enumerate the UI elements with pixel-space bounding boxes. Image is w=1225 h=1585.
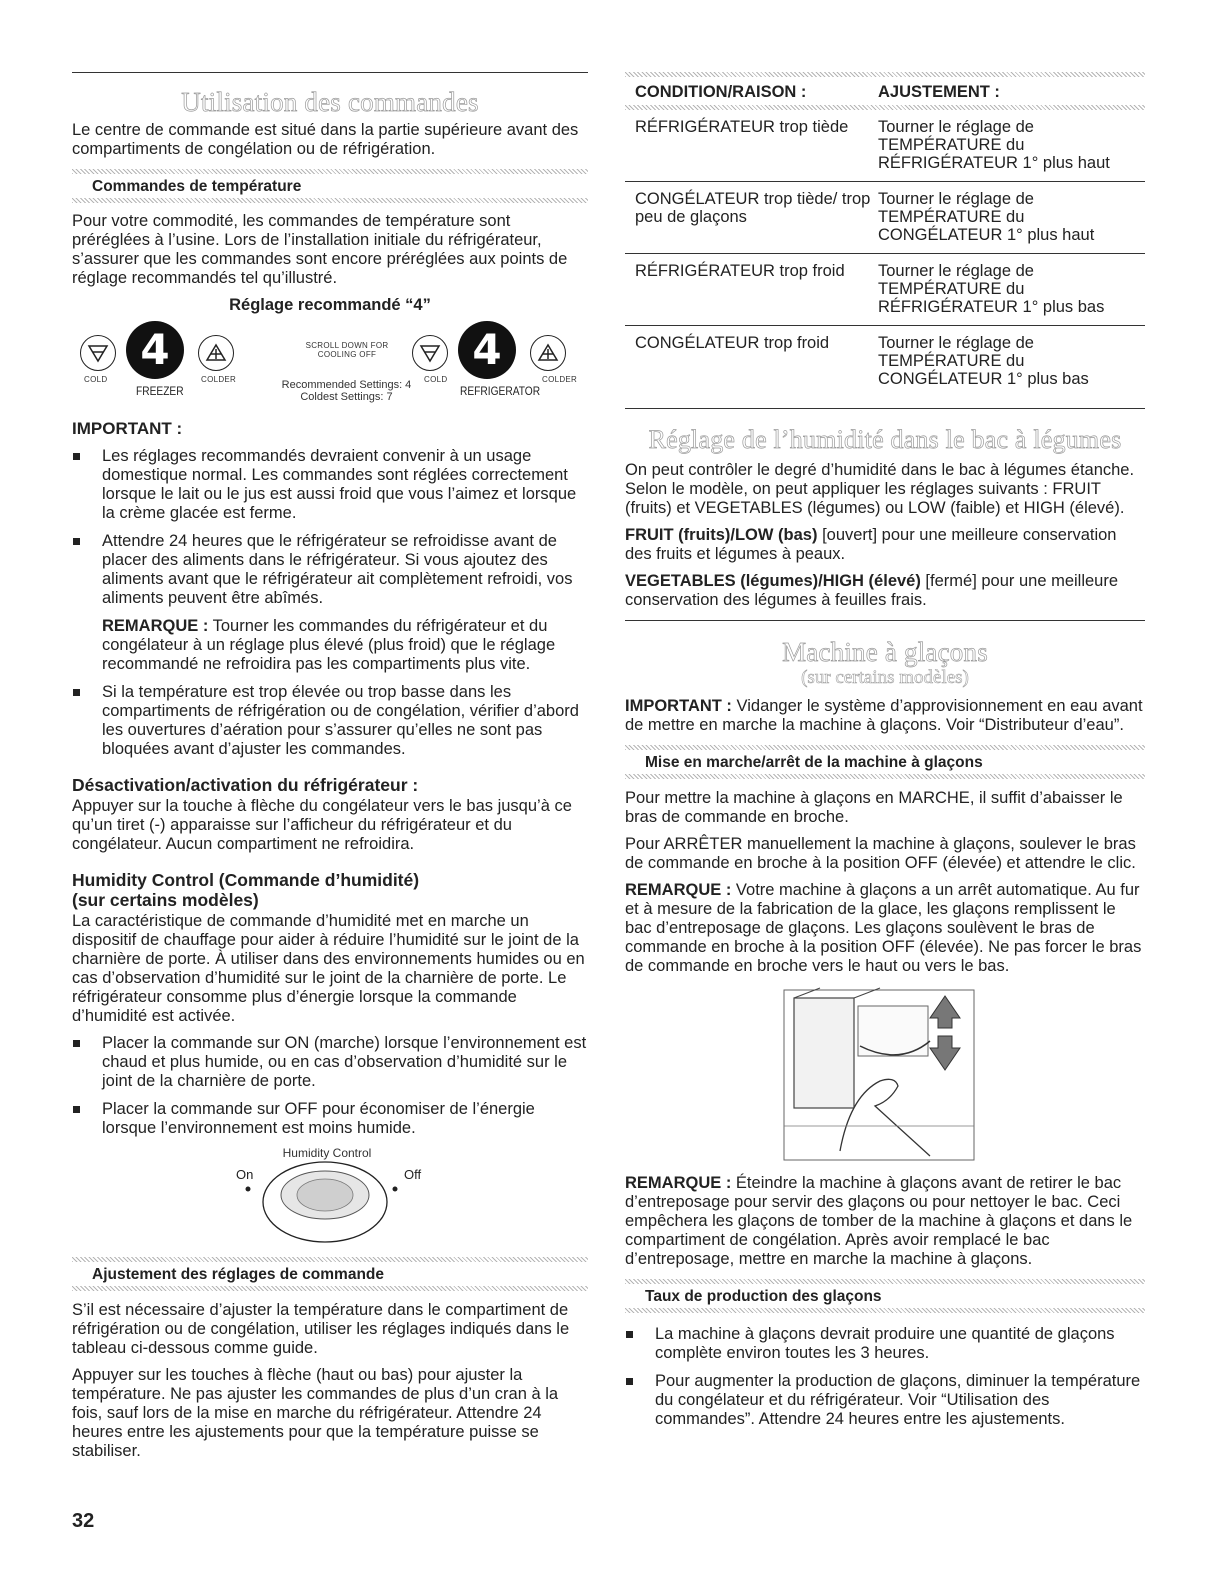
up-arrow-button <box>530 335 566 371</box>
note-text: Votre machine à glaçons a un arrêt automatique. Au fur et à mesure de la fabrication de la glace, les glaçons remplissent le bac d’entreposage de glaçons. Les glaçons soulèvent le bras de commande en broche à la position OFF (élevée). Ne pas forcer le bras de commande en broche vers le haut ou vers le bas. <box>625 881 1142 975</box>
deactivation-heading: Désactivation/activation du réfrigérateur : <box>72 775 419 795</box>
cold-label: COLD <box>84 375 108 384</box>
icemaker-important <box>625 697 1145 735</box>
list-item: Pour augmenter la production de glaçons, diminuer la température du congélateur et du réfrigérateur. Voir “Utilisation des commandes”. Attendre 24 heures entre les ajustements. <box>625 1372 1145 1429</box>
down-arrow-button <box>412 335 448 371</box>
table-header-adjustment: AJUSTEMENT : <box>878 83 1000 101</box>
scroll-down-label: SCROLL DOWN FOR <box>305 341 389 350</box>
vegetables-paragraph <box>625 572 1145 610</box>
down-triangle-icon <box>413 336 447 370</box>
humidity-list <box>72 1034 588 1138</box>
cooling-off-label: COOLING OFF <box>317 350 377 359</box>
up-triangle-icon <box>199 336 233 370</box>
icemaker-illustration <box>780 986 980 1166</box>
intro-paragraph: Le centre de commande est situé dans la partie supérieure avant des compartiments de congélation ou de réfrigération. <box>72 121 579 158</box>
list-item: Les réglages recommandés devraient convenir à un usage domestique normal. Les commandes sont réglées correctement lorsque le lait ou le jus est aussi froid que vous l’aimez et lorsque la crème glacée est ferme. <box>72 447 588 523</box>
freezer-label: FREEZER <box>136 384 184 398</box>
section-title-humidity: Réglage de l’humidité dans le bac à légumes <box>648 425 1122 454</box>
list-item: La machine à glaçons devrait produire une quantité de glaçons complète environ toutes les 3 heures. <box>625 1325 1145 1363</box>
table-cell: Tourner le réglage de TEMPÉRATURE du RÉFRIGÉRATEUR 1° plus haut <box>878 110 1145 182</box>
colder-label: COLDER <box>542 375 578 384</box>
hatch-divider <box>625 774 1145 779</box>
important-heading: IMPORTANT : <box>72 419 183 438</box>
hatch-divider <box>72 1286 588 1291</box>
down-triangle-icon <box>81 336 115 370</box>
note-label: REMARQUE : <box>625 881 732 899</box>
table-header-condition: CONDITION/RAISON : <box>635 83 807 101</box>
hatch-divider <box>625 1308 1145 1313</box>
table-cell: Tourner le réglage de TEMPÉRATURE du RÉFRIGÉRATEUR 1° plus bas <box>878 254 1145 326</box>
hatch-divider <box>72 169 588 174</box>
table-row <box>625 254 1145 326</box>
on-label: On <box>236 1167 254 1182</box>
up-arrow-button <box>198 335 234 371</box>
page-number: 32 <box>72 1510 95 1532</box>
section-rule <box>625 620 1145 621</box>
hatch-divider <box>72 1257 588 1262</box>
control-panel-illustration <box>72 321 588 413</box>
top-rule <box>72 72 588 73</box>
vegetables-text: [fermé] pour une meilleure conservation des légumes à feuilles frais. <box>625 572 1119 609</box>
right-column <box>625 0 1145 1438</box>
recommended-setting-label: Réglage recommandé “4” <box>229 296 431 314</box>
note-label: REMARQUE : <box>625 1174 732 1192</box>
off-label: Off <box>404 1167 422 1182</box>
table-row <box>625 110 1145 182</box>
figure-note <box>625 1174 1145 1269</box>
humidity-subheading: (sur certains modèles) <box>72 890 259 910</box>
icemaker-drawing <box>780 986 980 1166</box>
cold-label: COLD <box>424 375 448 384</box>
table-row <box>625 182 1145 254</box>
section-subtitle-icemaker: (sur certains modèles) <box>801 667 969 688</box>
hatch-divider <box>72 198 588 203</box>
humidity-heading: Humidity Control (Commande d’humidité) <box>72 870 420 890</box>
colder-label: COLDER <box>201 375 237 384</box>
table-cell: Tourner le réglage de TEMPÉRATURE du CONGÉLATEUR 1° plus haut <box>878 182 1145 254</box>
onoff-note <box>625 881 1145 976</box>
important-list-2 <box>72 683 588 759</box>
production-rate-list <box>625 1325 1145 1429</box>
up-triangle-icon <box>531 336 565 370</box>
table-cell: RÉFRIGÉRATEUR trop froid <box>625 254 878 326</box>
humidity-switch-graphic <box>72 1147 588 1247</box>
table-cell: Tourner le réglage de TEMPÉRATURE du CONGÉLATEUR 1° plus bas <box>878 326 1145 409</box>
table-cell: CONGÉLATEUR trop tiède/ trop peu de glaçons <box>625 182 878 254</box>
subhead-icemaker-onoff: Mise en marche/arrêt de la machine à glaçons <box>645 754 983 771</box>
temp-controls-body: Pour votre commodité, les commandes de température sont préréglées à l’usine. Lors de l’installation initiale du réfrigérateur, s’assurer que les commandes sont encore préréglées aux points de réglage recommandés tel qu’illustré. <box>72 212 568 287</box>
adjust-body-1: S’il est nécessaire d’ajuster la température dans le compartiment de réfrigération ou de congélation, utiliser les réglages indiqués dans le tableau ci-dessous comme guide. <box>72 1301 570 1357</box>
subhead-temp-controls: Commandes de température <box>92 178 302 195</box>
note-text: Éteindre la machine à glaçons avant de retirer le bac d’entreposage pour servir des glaçons ou pour nettoyer le bac. Ceci empêchera les glaçons de tomber de la machine à glaçons et dans le compartiment de congélation. Après avoir remplacé le bac d’entreposage, mettre en marche la machine à glaçons. <box>625 1174 1133 1268</box>
onoff-body-1: Pour mettre la machine à glaçons en MARCHE, il suffit d’abaisser le bras de commande en broche. <box>625 789 1123 826</box>
deactivation-body: Appuyer sur la touche à flèche du congélateur vers le bas jusqu’à ce qu’un tiret (-) apparaisse sur l’afficheur du réfrigérateur et du congélateur. Aucun compartiment ne refroidira. <box>72 797 572 853</box>
important-label: IMPORTANT : <box>625 697 732 715</box>
refrigerator-display: 4 <box>458 321 516 379</box>
fruit-label: FRUIT (fruits)/LOW (bas) <box>625 526 818 544</box>
down-arrow-button <box>80 335 116 371</box>
humidity-body: La caractéristique de commande d’humidité met en marche un dispositif de chauffage pour aider à réduire l’humidité sur le joint de la charnière de porte. À utiliser dans des environnements humides ou en cas d’observation d’humidité sur le joint de la charnière de porte. Le réfrigérateur consomme plus d’énergie lorsque la commande d’humidité est activée. <box>72 912 585 1025</box>
table-cell: RÉFRIGÉRATEUR trop tiède <box>625 110 878 182</box>
left-column <box>72 0 588 1469</box>
fruit-text: [ouvert] pour une meilleure conservation des fruits et légumes à peaux. <box>625 526 1117 563</box>
section-title-icemaker: Machine à glaçons <box>782 637 988 667</box>
adjustment-table <box>625 77 1145 409</box>
section-title-controls: Utilisation des commandes <box>181 87 479 117</box>
list-item: Placer la commande sur OFF pour économiser de l’énergie lorsque l’environnement est moins humide. <box>72 1100 588 1138</box>
table-row <box>625 326 1145 409</box>
hatch-divider <box>625 745 1145 750</box>
hatch-divider <box>625 1279 1145 1284</box>
list-item: Si la température est trop élevée ou trop basse dans les compartiments de réfrigération ou de congélation, vérifier d’abord les ouvertures d’aération pour s’assurer qu’elles ne sont pas bloquées avant d’ajuster les commandes. <box>72 683 588 759</box>
note-text: Tourner les commandes du réfrigérateur et du congélateur à un réglage plus élevé (plus froid) que le réglage recommandé ne refroidira pas les compartiments plus vite. <box>102 617 556 673</box>
table-cell: CONGÉLATEUR trop froid <box>625 326 878 409</box>
note-label: REMARQUE : <box>102 617 209 635</box>
note-paragraph <box>72 617 588 674</box>
humidity-switch-title: Humidity Control <box>282 1146 372 1160</box>
important-text: Vidanger le système d’approvisionnement en eau avant de mettre en marche la machine à glaçons. Voir “Distributeur d’eau”. <box>625 697 1143 734</box>
important-list <box>72 447 588 608</box>
list-item: Attendre 24 heures que le réfrigérateur se refroidisse avant de placer des aliments dans le réfrigérateur. Si vous ajoutez des aliments avant que le réfrigérateur ait complètement refroidi, vos aliments peuvent être abîmés. <box>72 532 588 608</box>
subhead-production-rate: Taux de production des glaçons <box>645 1288 882 1305</box>
freezer-display: 4 <box>126 321 184 379</box>
onoff-body-2: Pour ARRÊTER manuellement la machine à glaçons, soulever le bras de commande en broche à la position OFF (élevée) et attendre le clic. <box>625 835 1136 872</box>
subhead-adjust: Ajustement des réglages de commande <box>92 1266 385 1283</box>
refrigerator-label: REFRIGERATOR <box>460 384 541 398</box>
crisper-body: On peut contrôler le degré d’humidité dans le bac à légumes étanche. Selon le modèle, on peut appliquer les réglages suivants : FRUIT (fruits) et VEGETABLES (légumes) ou LOW (faible) et HIGH (élevé). <box>625 461 1135 517</box>
list-item: Placer la commande sur ON (marche) lorsque l’environnement est chaud et plus humide, ou en cas d’observation d’humidité sur le joint de la charnière de porte. <box>72 1034 588 1091</box>
fruit-paragraph <box>625 526 1145 564</box>
vegetables-label: VEGETABLES (légumes)/HIGH (élevé) <box>625 572 921 590</box>
humidity-switch-illustration <box>72 1147 588 1247</box>
recommended-settings-label: Recommended Settings: 4 <box>281 379 412 391</box>
adjust-body-2: Appuyer sur les touches à flèche (haut ou bas) pour ajuster la température. Ne pas ajuster les commandes de plus d’un cran à la fois, sauf lors de la mise en marche du réfrigérateur. Attendre 24 heures entre les ajustements pour que la température puisse se stabiliser. <box>72 1366 559 1460</box>
coldest-settings-label: Coldest Settings: 7 <box>300 391 393 403</box>
